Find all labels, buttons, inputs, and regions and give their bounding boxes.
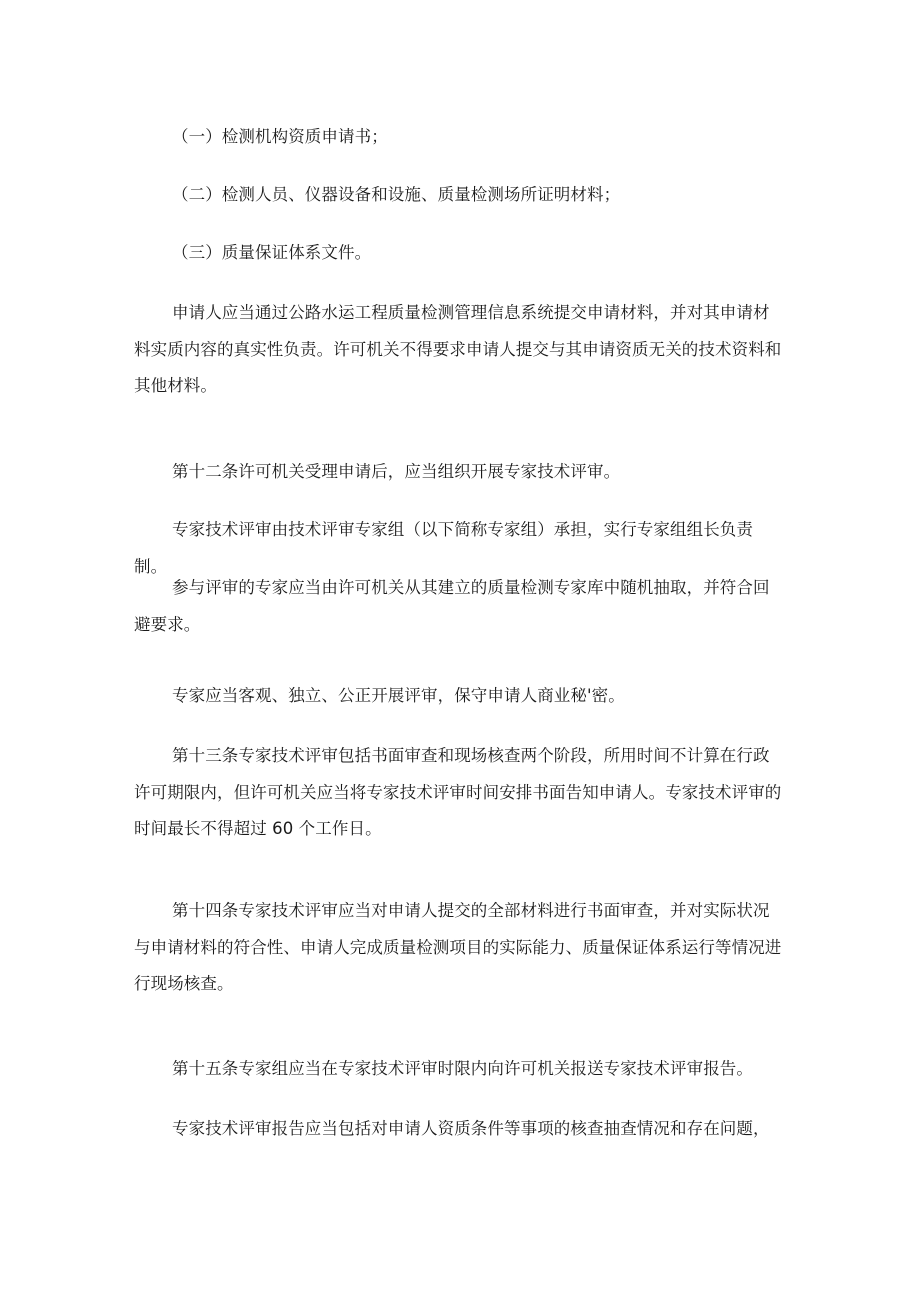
paragraph-item-2: （二）检测人员、仪器设备和设施、质量检测场所证明材料；	[172, 185, 621, 204]
paragraph-expert-selection: 参与评审的专家应当由许可机关从其建立的质量检测专家库中随机抽取，并符合回避要求。	[134, 578, 770, 634]
paragraph-article-15: 第十五条专家组应当在专家技术评审时限内向许可机关报送专家技术评审报告。	[172, 1059, 753, 1078]
paragraph-submission: 申请人应当通过公路水运工程质量检测管理信息系统提交申请材料，并对其申请材料实质内容的真实性负责。许可机关不得要求申请人提交与其申请资质无关的技术资料和其他材料。	[134, 303, 782, 395]
paragraph-article-12: 第十二条许可机关受理申请后，应当组织开展专家技术评审。	[172, 462, 621, 481]
paragraph-expert-conduct: 专家应当客观、独立、公正开展评审，保守申请人商业秘'密。	[172, 686, 625, 705]
paragraph-item-1: （一）检测机构资质申请书；	[172, 127, 388, 146]
paragraph-review-report: 专家技术评审报告应当包括对申请人资质条件等事项的核查抽查情况和存在问题，	[172, 1119, 770, 1138]
paragraph-article-13: 第十三条专家技术评审包括书面审查和现场核查两个阶段，所用时间不计算在行政许可期限内，但许可机关应当将专家技术评审时间安排书面告知申请人。专家技术评审的时间最长不得超过 60 个工作日。	[134, 746, 782, 838]
paragraph-expert-group: 专家技术评审由技术评审专家组（以下简称专家组）承担，实行专家组组长负责制。	[134, 520, 753, 576]
paragraph-item-3: （三）质量保证体系文件。	[172, 243, 372, 262]
paragraph-article-14: 第十四条专家技术评审应当对申请人提交的全部材料进行书面审查，并对实际状况与申请材料的符合性、申请人完成质量检测项目的实际能力、质量保证体系运行等情况进行现场核查。	[134, 901, 782, 993]
